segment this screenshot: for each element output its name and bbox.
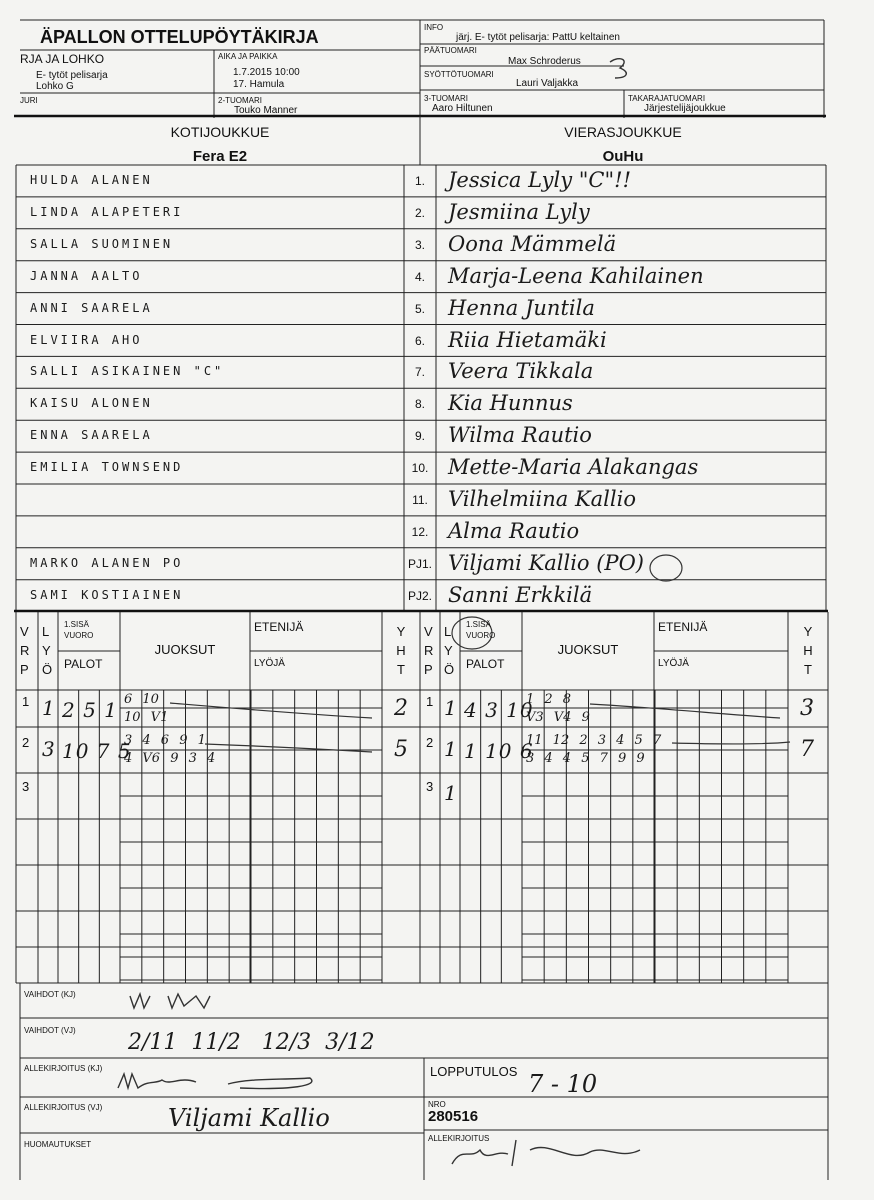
- away-player-name: Henna Juntila: [448, 295, 595, 320]
- home-col-vrp: V R P: [20, 624, 30, 677]
- paatuomari-label: PÄÄTUOMARI: [424, 46, 477, 55]
- home-juoksut-label: JUOKSUT: [154, 642, 216, 657]
- tuomari2-value: Touko Manner: [234, 105, 298, 116]
- home-player-name: KAISU ALONEN: [30, 396, 153, 411]
- player-row-number: 9.: [414, 429, 425, 444]
- home-lyo-value: 3: [42, 737, 55, 761]
- home-palot-label: PALOT: [64, 657, 103, 671]
- home-player-name: HULDA ALANEN: [30, 173, 153, 187]
- home-player-name: ANNI SAARELA: [30, 300, 153, 315]
- home-inning-number: 2: [22, 735, 30, 750]
- away-player-name: Marja-Leena Kahilainen: [448, 263, 704, 288]
- home-player-name: LINDA ALAPETERI: [30, 204, 184, 219]
- away-palot-label: PALOT: [466, 657, 505, 671]
- juri-label: JURI: [20, 96, 38, 105]
- home-yht-label: Y H T: [396, 624, 406, 677]
- away-lyo-value: 1: [444, 781, 457, 805]
- away-palot-value: 1 10 6: [464, 739, 534, 763]
- home-player-name: SAMI KOSTIAINEN: [30, 587, 184, 602]
- away-lyoja-label: LYÖJÄ: [658, 658, 689, 669]
- nro-label: NRO: [428, 1100, 446, 1109]
- huomautukset-label: HUOMAUTUKSET: [24, 1140, 92, 1149]
- player-row-number: 6.: [414, 333, 425, 348]
- tuomari3-value: Aaro Hiltunen: [432, 103, 493, 114]
- home-inning-number: 1: [22, 694, 30, 709]
- home-runs-top: 3 4 6 9 1: [124, 733, 206, 748]
- away-heading: VIERASJOUKKUE: [564, 124, 682, 140]
- home-palot-value: 2 5 1: [62, 698, 118, 722]
- away-palot-value: 4 3 10: [464, 698, 534, 722]
- lopputulos-value: 7 - 10: [528, 1070, 598, 1098]
- away-player-name: Mette-Maria Alakangas: [448, 455, 699, 480]
- takaraja-label: TAKARAJATUOMARI: [628, 94, 706, 103]
- syotto-label: SYÖTTÖTUOMARI: [424, 70, 494, 79]
- away-inning-total: 7: [800, 737, 814, 762]
- home-lyo-value: 1: [42, 696, 55, 720]
- lohko-value: Lohko G: [36, 81, 74, 92]
- away-player-name: Vilhelmiina Kallio: [448, 487, 636, 511]
- syotto-value: Lauri Valjakka: [516, 78, 579, 89]
- form-title: ÄPALLON OTTELUPÖYTÄKIRJA: [40, 27, 319, 47]
- player-row-number: PJ2.: [407, 588, 432, 603]
- away-col-vrp: V R P: [424, 624, 434, 677]
- home-col-lyo: L Y Ö: [42, 624, 53, 677]
- player-row-number: 3.: [414, 237, 425, 252]
- away-inning-total: 3: [800, 696, 814, 721]
- away-yht-label: Y H T: [803, 624, 813, 677]
- info-label: INFO: [424, 23, 444, 32]
- home-player-name: EMILIA TOWNSEND: [30, 460, 184, 475]
- home-player-name: ENNA SAARELA: [30, 428, 153, 443]
- home-player-name: MARKO ALANEN PO: [30, 555, 184, 570]
- player-row-number: 5.: [414, 301, 425, 316]
- vaihdot-vj-value: 2/11 11/2 12/3 3/12: [128, 1030, 375, 1055]
- takaraja-value: Järjestelijäjoukkue: [644, 103, 726, 114]
- player-row-number: 11.: [412, 493, 428, 507]
- allek-kj-label: ALLEKIRJOITUS (KJ): [24, 1064, 103, 1073]
- away-team-name: OuHu: [602, 148, 644, 165]
- paikka-value: 17. Hamula: [233, 79, 285, 90]
- away-inning-number: 3: [426, 779, 434, 794]
- home-palot-value: 10 7 5: [62, 739, 132, 763]
- away-player-name: Jesmiina Lyly: [448, 199, 590, 224]
- sarja-value: E- tytöt pelisarja: [36, 70, 108, 81]
- home-player-name: SALLI ASIKAINEN "C": [30, 364, 225, 379]
- aika-value: 1.7.2015 10:00: [233, 67, 300, 78]
- away-runs-bottom: V3 V4 9: [526, 710, 590, 725]
- away-player-name: Oona Mämmelä: [448, 231, 617, 256]
- away-player-name: Wilma Rautio: [448, 423, 592, 448]
- home-player-name: JANNA AALTO: [30, 268, 143, 283]
- tuomari3-label: 3-TUOMARI: [424, 94, 468, 103]
- home-runs-top: 6 10: [124, 692, 159, 707]
- player-row-number: 12.: [411, 524, 429, 539]
- away-player-name: Veera Tikkala: [448, 359, 594, 384]
- home-sisa-label: 1.SISÄ: [64, 620, 89, 629]
- vaihdot-kj-label: VAIHDOT (KJ): [24, 990, 76, 999]
- away-inning-number: 2: [426, 735, 434, 750]
- away-vuoro-label: VUORO: [466, 631, 496, 640]
- player-row-number: 4.: [414, 269, 425, 284]
- player-row-number: 8.: [414, 397, 425, 412]
- lopputulos-label: LOPPUTULOS: [430, 1064, 518, 1079]
- away-etenija-label: ETENIJÄ: [658, 620, 708, 634]
- home-player-name: ELVIIRA AHO: [30, 332, 143, 347]
- away-juoksut-label: JUOKSUT: [557, 642, 619, 657]
- away-player-name: Sanni Erkkilä: [448, 582, 593, 607]
- away-runs-bottom: 3 4 4 5 7 9 9: [526, 751, 645, 766]
- home-inning-total: 2: [394, 696, 408, 721]
- allekirjoitus-label: ALLEKIRJOITUS: [428, 1134, 490, 1143]
- away-runs-top: 1 2 8: [526, 692, 572, 707]
- paatuomari-value: Max Schroderus: [508, 56, 581, 67]
- player-row-number: 2.: [414, 205, 425, 220]
- aika-label: AIKA JA PAIKKA: [218, 52, 278, 61]
- away-sisa-label: 1.SISÄ: [466, 620, 491, 629]
- away-col-lyo: L Y Ö: [444, 624, 455, 677]
- home-lyoja-label: LYÖJÄ: [254, 658, 285, 669]
- player-row-number: PJ1.: [407, 556, 432, 571]
- nro-value: 280516: [428, 1108, 479, 1125]
- home-heading: KOTIJOUKKUE: [170, 124, 270, 140]
- allek-vj-signature: Viljami Kallio: [168, 1104, 330, 1132]
- vaihdot-vj-label: VAIHDOT (VJ): [24, 1026, 76, 1035]
- away-player-name: Jessica Lyly "C"!!: [448, 168, 632, 192]
- player-row-number: 1.: [414, 174, 425, 188]
- home-player-name: SALLA SUOMINEN: [30, 236, 174, 251]
- away-runs-top: 11 12 2 3 4 5 7: [526, 733, 662, 748]
- away-player-name: Kia Hunnus: [448, 391, 573, 416]
- home-inning-total: 5: [394, 737, 408, 762]
- info-value: järj. E- tytöt pelisarja: PattU keltainen: [456, 32, 620, 43]
- home-etenija-label: ETENIJÄ: [254, 620, 304, 634]
- home-inning-number: 3: [22, 779, 30, 794]
- player-row-number: 7.: [414, 365, 425, 380]
- signature-scribbles: [118, 59, 640, 1166]
- player-row-number: 10.: [411, 461, 429, 476]
- tuomari2-label: 2-TUOMARI: [218, 96, 262, 105]
- away-inning-number: 1: [426, 694, 434, 709]
- sarja-lohko-label: RJA JA LOHKO: [20, 52, 105, 66]
- home-vuoro-label: VUORO: [64, 631, 94, 640]
- away-player-name: Riia Hietamäki: [448, 327, 607, 352]
- away-lyo-value: 1: [444, 737, 457, 761]
- away-player-name: Viljami Kallio (PO): [448, 550, 644, 575]
- home-runs-bottom: 4 V6 9 3 4: [124, 751, 216, 766]
- allek-vj-label: ALLEKIRJOITUS (VJ): [24, 1103, 103, 1112]
- home-team-name: Fera E2: [192, 148, 248, 165]
- away-player-name: Alma Rautio: [448, 518, 580, 543]
- home-runs-bottom: 10 V1: [124, 710, 169, 725]
- away-lyo-value: 1: [444, 696, 457, 720]
